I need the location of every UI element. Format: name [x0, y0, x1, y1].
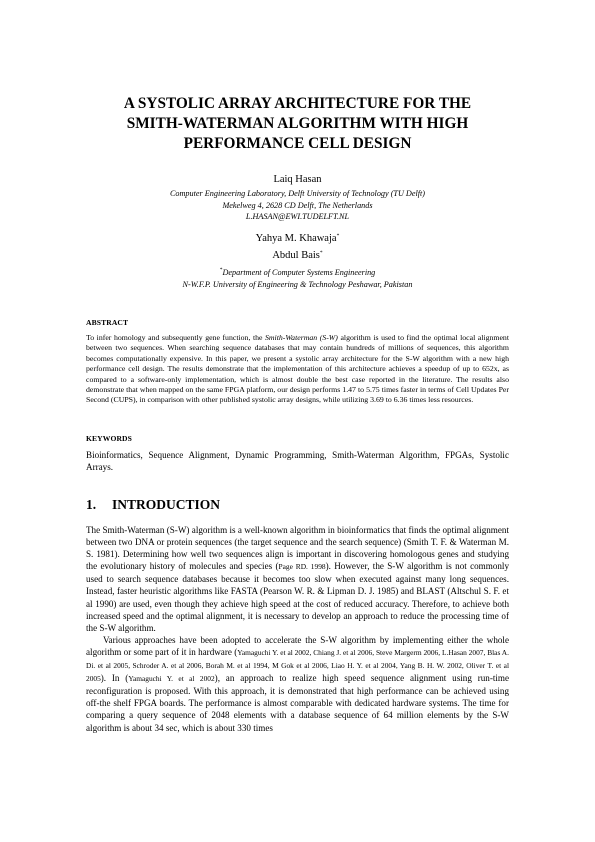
keywords-text: Bioinformatics, Sequence Alignment, Dynamic Programming, Smith-Waterman Algorithm, FPGAs, Systolic Arrays.	[86, 450, 509, 473]
keywords-heading: KEYWORDS	[86, 434, 132, 443]
intro-p1-text-b: ). However, the S-W algorithm is not commonly used to search sequence databases because it becomes too slow when executed against many long sequences. Instead, faster heuristic algorithms like FASTA (Pearson W. R. & Lipman D. J. 1985) and BLAST (Altschul S. F. et al 1990) are used, even though they achieve high speed at the cost of reduced accuracy. Therefore, to achieve both increased speed and the optimal alignment, it is necessary to develop an approach to reduce the processing time of the S-W algorithm.	[86, 561, 509, 633]
paper-title	[86, 94, 509, 154]
author-3-department	[100, 265, 495, 279]
section-title: INTRODUCTION	[112, 497, 221, 512]
abstract-part-1: To infer homology and subsequently gene function, the	[86, 333, 266, 342]
intro-p1-citation: Page RD. 1998	[278, 562, 326, 572]
abstract-part-2: algorithm is used to find the optimal local alignment between two sequences. When searching sequence databases that may contain hundreds of millions of sequences, this algorithm becomes computationally expensive. In this paper, we present a systolic array architecture for the S-W algorithm with a new high performance cell design. The results demonstrate that the implementation of this architecture achieves a speedup of up to 652x, as compared to a software-only implementation, which is almost double the best case reported in the literature. The results also demonstrate that when mapped on the same FPGA platform, our design performs 1.47 to 5.75 times faster in terms of Cell Updates Per Second (CUPS), in comparison with other published systolic array designs, while utilizing 3.69 to 6.36 times less resources.	[86, 333, 509, 405]
author-3-department-text: Department of Computer Systems Engineering	[222, 268, 376, 277]
author-3-name	[100, 246, 495, 263]
intro-p2-text-b: ). In (	[100, 673, 129, 684]
title-line-3: PERFORMANCE CELL DESIGN	[183, 135, 412, 152]
abstract-text	[86, 333, 509, 406]
intro-paragraph-1	[86, 524, 509, 634]
author-2-3-block	[100, 229, 495, 290]
intro-p2-citations: Yamaguchi Y. et al 2002, Chiang J. et al 2006, Steve Margerm 2006, L.Hasan 2007, Blas A. Di. et al 2005, Schroder A. et al 2006, Borah M. et al 1994, M Gok et al 2006, Liao H. Y. et al 2004, Yang B. H. W. 2002, Oliver T. et al 2005	[86, 647, 509, 684]
department-mark: *	[219, 267, 223, 273]
author-1-block	[100, 173, 495, 223]
section-number: 1.	[86, 497, 97, 512]
intro-p2-citation-2: Yamaguchi Y. et al 2002	[128, 674, 215, 684]
author-1-affiliation: Computer Engineering Laboratory, Delft University of Technology (TU Delft)	[169, 189, 426, 198]
author-2-name	[100, 229, 495, 246]
abstract-italic-term: Smith-Waterman (S-W)	[265, 333, 338, 342]
intro-p2-text-c: ), an approach to realize high speed sequence alignment using run-time reconfiguration is proposed. With this approach, it is demonstrated that high performance can be achieved using off-the shelf FPGA boards. The performance is almost comparable with dedicated hardware systems. The time for comparing a query sequence of 2048 elements with a database sequence of 64 million elements by the S-W algorithm is about 34 sec, which is about 330 times	[86, 673, 510, 733]
author-2-mark: *	[336, 233, 340, 239]
title-line-2: SMITH-WATERMAN ALGORITHM WITH HIGH	[126, 115, 469, 132]
author-3-mark: *	[319, 250, 323, 256]
title-line-1: A SYSTOLIC ARRAY ARCHITECTURE FOR THE	[123, 95, 472, 112]
author-1-email: L.HASAN@EWI.TUDELFT.NL	[245, 212, 350, 221]
author-1-address: Mekelweg 4, 2628 CD Delft, The Netherlands	[222, 200, 373, 210]
abstract-heading: ABSTRACT	[86, 318, 129, 327]
intro-p2-text-a: Various approaches have been adopted to accelerate the S-W algorithm by implementing either the whole algorithm or some part of it in hardware (	[86, 634, 509, 657]
section-intro-heading	[86, 497, 220, 513]
author-1-name: Laiq Hasan	[273, 174, 322, 185]
intro-p1-text-a: The Smith-Waterman (S-W) algorithm is a well-known algorithm in bioinformatics that finds the optimal alignment between two DNA or protein sequences (the target sequence and the search sequence) (Smith T. F. & Waterman M. S. 1981). Determining how well two sequences align is important in discovering homologous genes and studying the evolutionary history of molecules and species (	[86, 525, 509, 572]
intro-body	[86, 524, 509, 734]
author-3-university: N-W.F.P. University of Engineering & Technology Peshawar, Pakistan	[182, 279, 413, 289]
intro-paragraph-2	[86, 634, 509, 734]
author-2-name-text: Yahya M. Khawaja	[255, 233, 337, 244]
author-3-name-text: Abdul Bais	[272, 250, 320, 261]
